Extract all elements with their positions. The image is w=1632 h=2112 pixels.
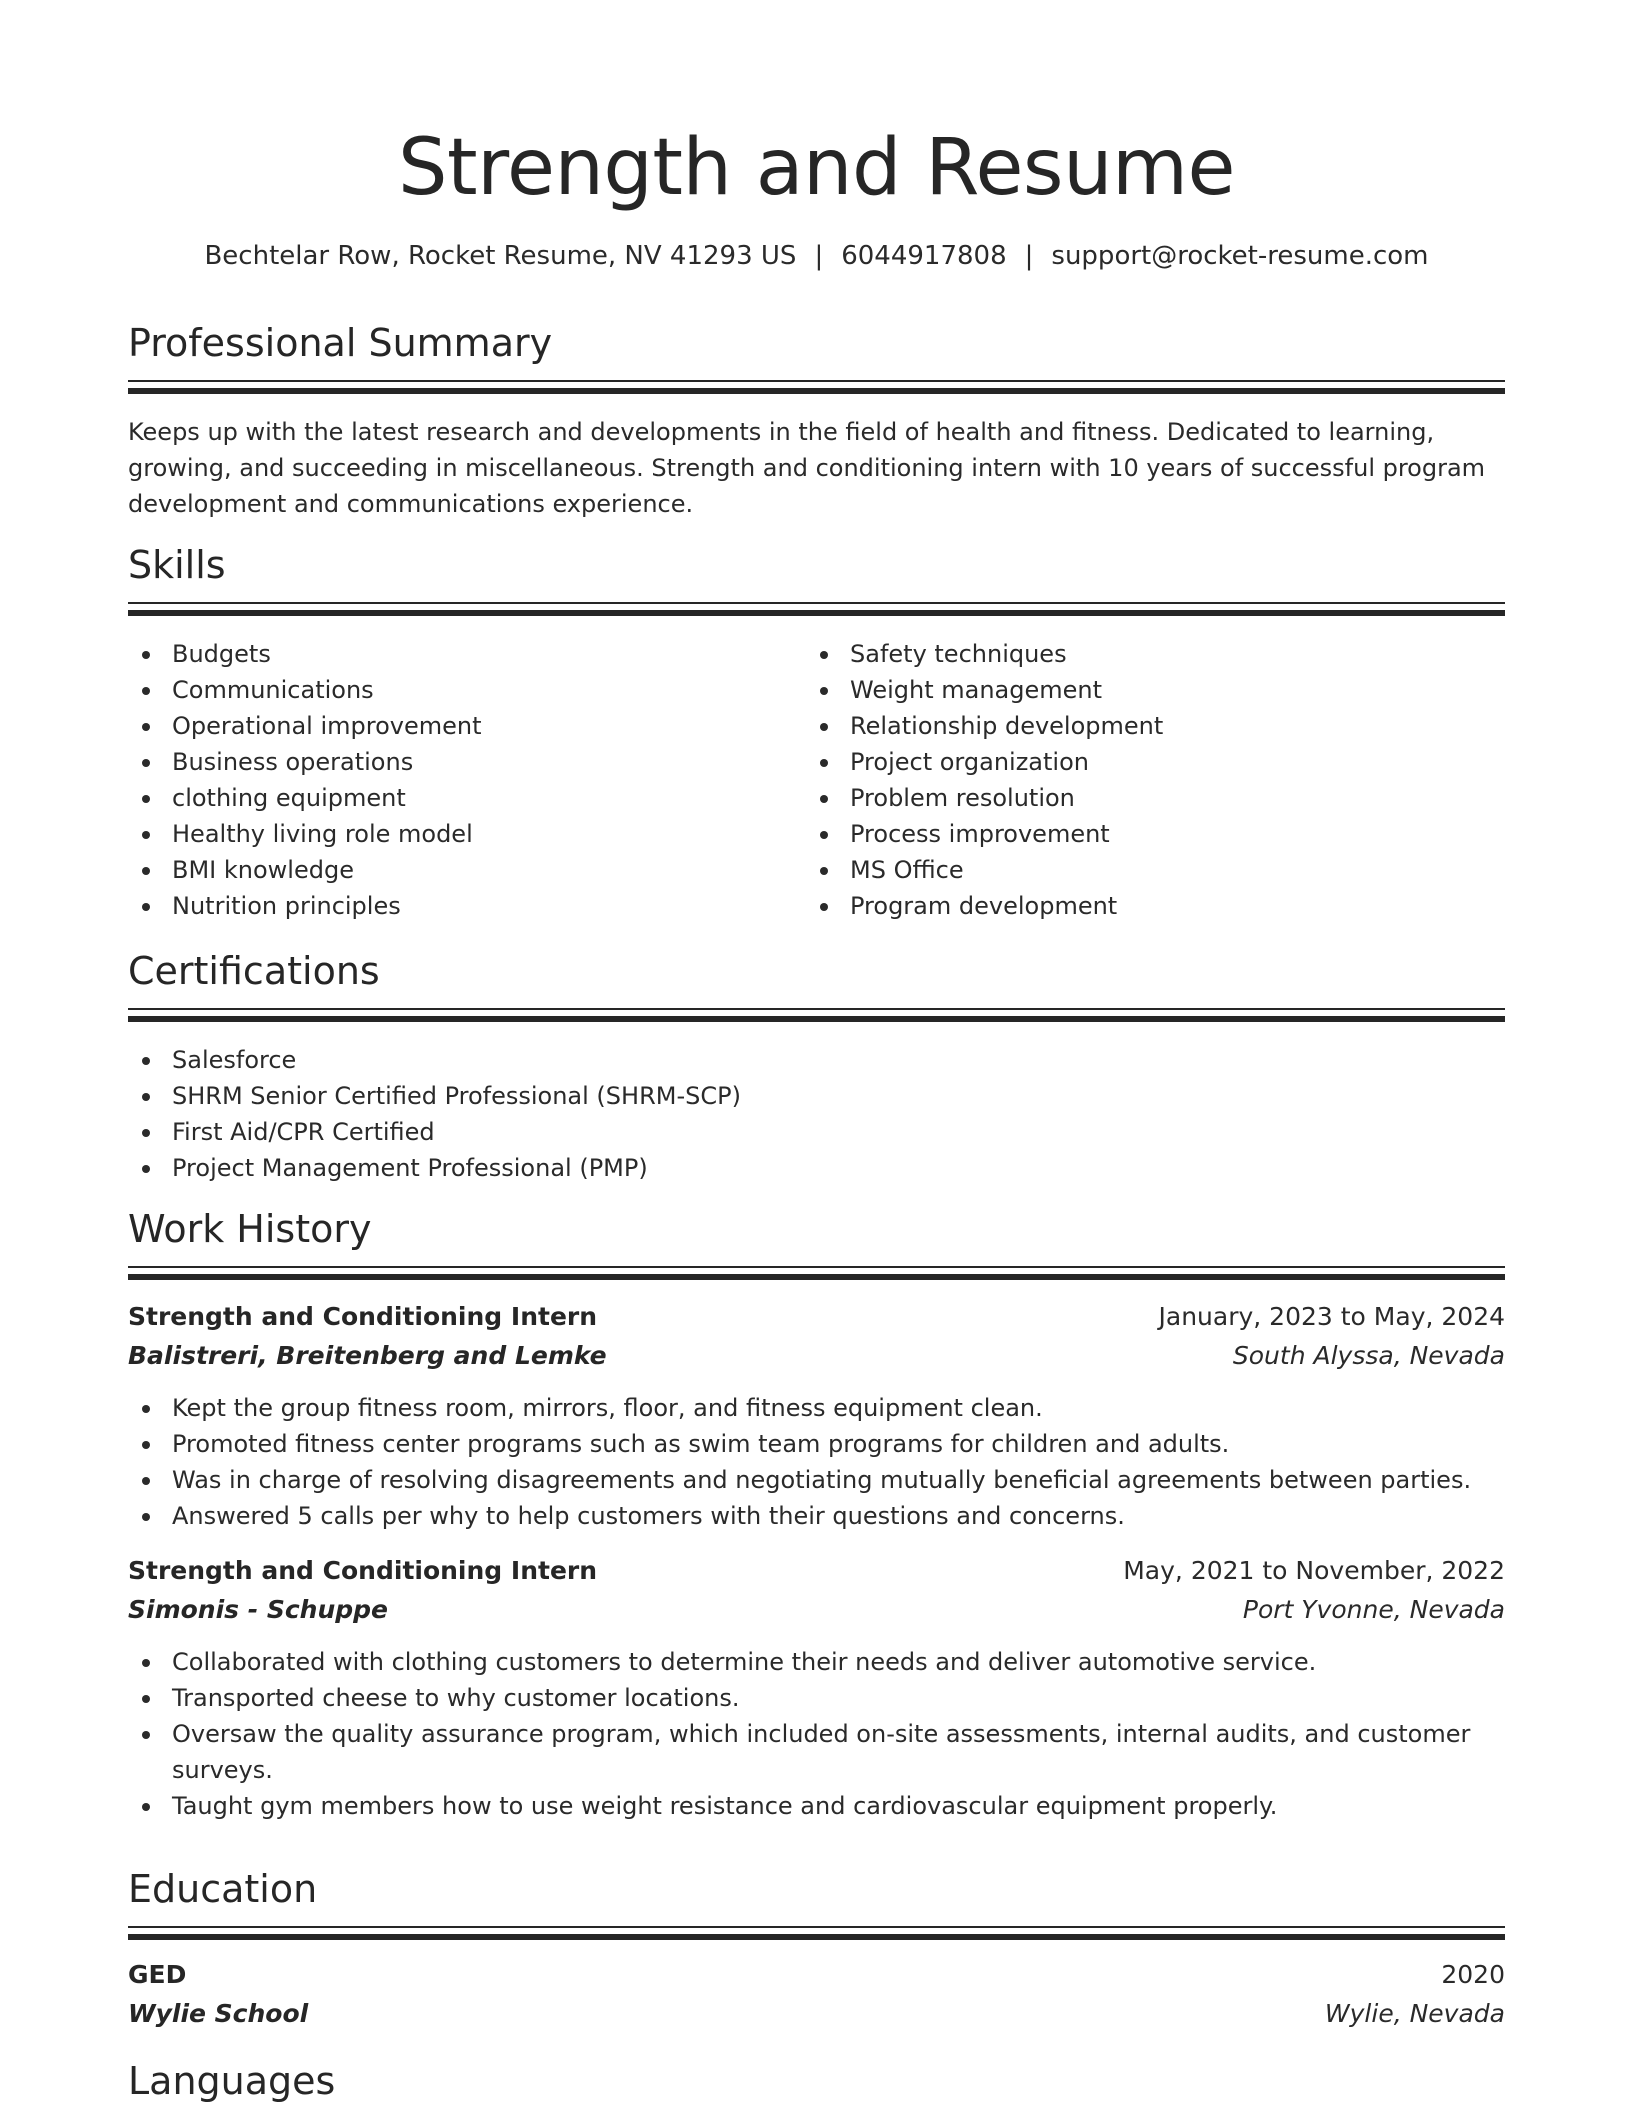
job-bullet: Answered 5 calls per why to help customers with their questions and concerns. [128,1498,1505,1534]
job-bullet: Kept the group fitness room, mirrors, floor, and fitness equipment clean. [128,1390,1505,1426]
section-rule [128,380,1505,396]
certification-item: Salesforce [128,1042,1505,1078]
section-rule [128,1926,1505,1942]
job-bullet: Was in charge of resolving disagreements and negotiating mutually beneficial agreements between parties. [128,1462,1505,1498]
education-entry [128,1956,1505,2034]
summary-heading: Professional Summary [128,321,553,365]
skills-section [128,540,1505,924]
education-heading: Education [128,1867,318,1911]
candidate-name: Strength and Resume [398,123,1235,213]
skill-item: Communications [128,672,806,708]
skill-item: Nutrition principles [128,888,806,924]
skills-list-right [806,636,1484,924]
certifications-list [128,1042,1505,1186]
work-history-section [128,1204,1505,1824]
job-dates: May, 2021 to November, 2022 [1123,1556,1505,1585]
skills-list-left [128,636,806,924]
education-degree: GED [128,1960,187,1989]
education-location: Wylie, Nevada [1324,1999,1505,2028]
skill-item: Healthy living role model [128,816,806,852]
skill-item: BMI knowledge [128,852,806,888]
job-dates: January, 2023 to May, 2024 [1158,1302,1505,1331]
job-bullet: Oversaw the quality assurance program, which included on-site assessments, internal audits, and customer surveys. [128,1716,1505,1788]
work-history-heading: Work History [128,1207,372,1251]
job-bullet: Promoted fitness center programs such as swim team programs for children and adults. [128,1426,1505,1462]
contact-phone: 6044917808 [841,241,1007,271]
job-bullet: Transported cheese to why customer locations. [128,1680,1505,1716]
section-rule [128,602,1505,618]
education-year: 2020 [1441,1960,1505,1989]
skill-item: Safety techniques [806,636,1484,672]
certification-item: SHRM Senior Certified Professional (SHRM-SCP) [128,1078,1505,1114]
skill-item: Weight management [806,672,1484,708]
contact-line [128,238,1505,274]
job-bullet-list [128,1390,1505,1534]
languages-heading: Languages [128,2059,336,2103]
job-title: Strength and Conditioning Intern [128,1302,598,1331]
contact-address: Bechtelar Row, Rocket Resume, NV 41293 US [204,241,797,271]
job-company: Simonis - Schuppe [128,1595,388,1624]
certification-item: Project Management Professional (PMP) [128,1150,1505,1186]
section-rule [128,1008,1505,1024]
contact-separator: | [1024,241,1034,271]
job-location: Port Yvonne, Nevada [1242,1595,1505,1624]
job-bullet: Collaborated with clothing customers to determine their needs and deliver automotive service. [128,1644,1505,1680]
summary-section [128,318,1505,522]
education-section [128,1864,1505,2034]
job-entry [128,1298,1505,1534]
certification-item: First Aid/CPR Certified [128,1114,1505,1150]
certifications-section [128,946,1505,1186]
skills-columns [128,636,1505,924]
languages-section [128,2056,1505,2106]
skills-heading: Skills [128,543,226,587]
job-entry [128,1552,1505,1824]
section-rule [128,1266,1505,1282]
summary-text: Keeps up with the latest research and developments in the field of health and fitness. Dedicated to learning, growing, and succeeding in miscellaneous. Strength and conditioning intern with 10 years of successful program development and communications experience. [128,418,1486,518]
skill-item: MS Office [806,852,1484,888]
skill-item: Relationship development [806,708,1484,744]
job-location: South Alyssa, Nevada [1232,1341,1505,1370]
skill-item: Process improvement [806,816,1484,852]
skill-item: Business operations [128,744,806,780]
skill-item: Budgets [128,636,806,672]
skill-item: Problem resolution [806,780,1484,816]
skill-item: clothing equipment [128,780,806,816]
job-title: Strength and Conditioning Intern [128,1556,598,1585]
job-company: Balistreri, Breitenberg and Lemke [128,1341,607,1370]
education-school: Wylie School [128,1999,309,2028]
job-bullet-list [128,1644,1505,1824]
skill-item: Project organization [806,744,1484,780]
job-bullet: Taught gym members how to use weight resistance and cardiovascular equipment properly. [128,1788,1505,1824]
skill-item: Operational improvement [128,708,806,744]
contact-separator: | [814,241,824,271]
skill-item: Program development [806,888,1484,924]
certifications-heading: Certifications [128,949,380,993]
contact-email: support@rocket-resume.com [1051,241,1429,271]
